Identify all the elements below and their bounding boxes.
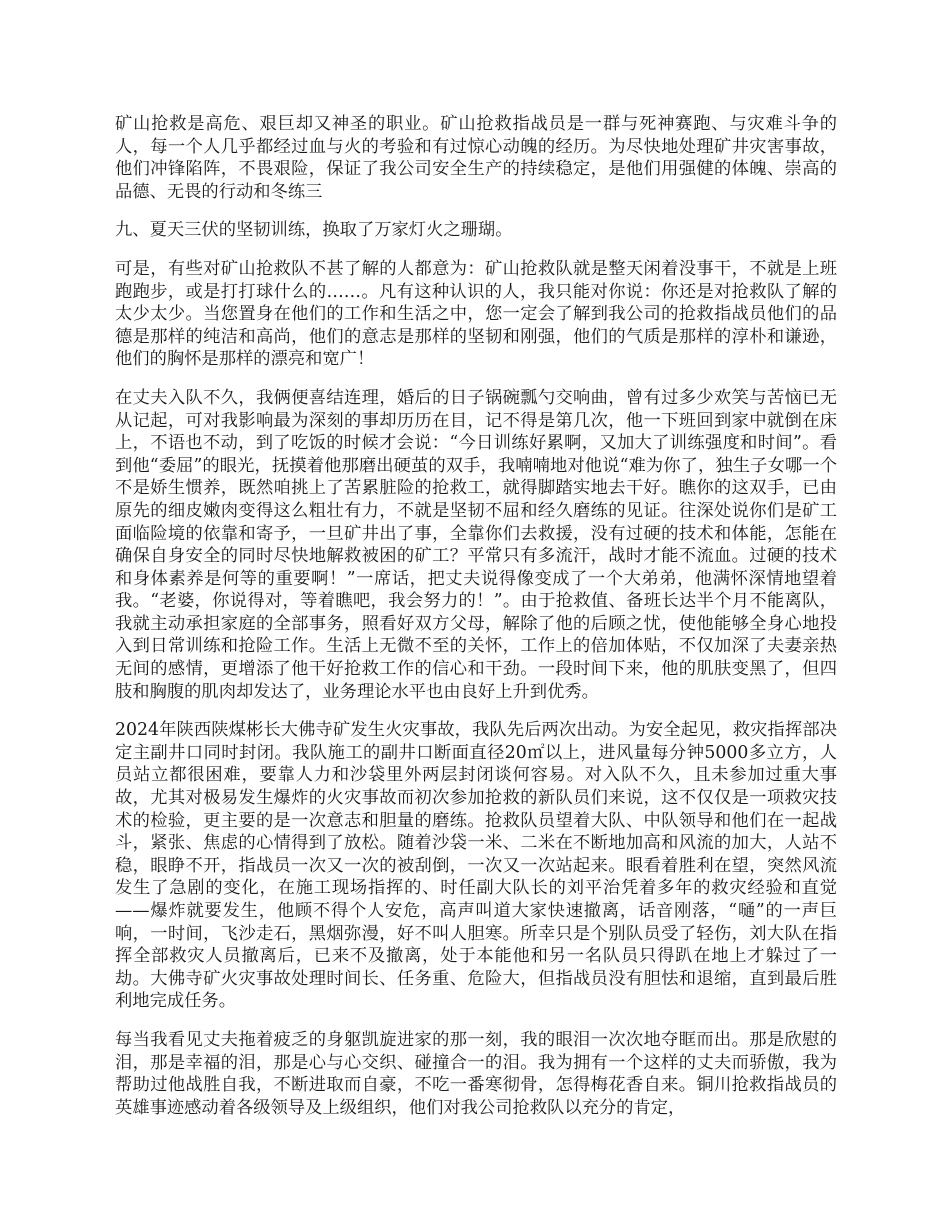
paragraph: 可是，有些对矿山抢救队不甚了解的人都意为：矿山抢救队就是整天闲着没事干，不就是上班跑跑步，或是打打球什么的……。凡有这种认识的人，我只能对你说：你还是对抢救队了解的太少太少。当您置身在他们的工作和生活之中，您一定会了解到我公司的抢救指战员他们的品德是那样的纯洁和高尚，他们的意志是那样的坚韧和刚强，他们的气质是那样的淳朴和谦逊，他们的胸怀是那样的漂亮和宽广！: [115, 258, 837, 370]
document-body: [115, 113, 837, 1135]
paragraph: 每当我看见丈夫拖着疲乏的身躯凯旋进家的那一刻，我的眼泪一次次地夺眶而出。那是欣慰的泪，那是幸福的泪，那是心与心交织、碰撞合一的泪。我为拥有一个这样的丈夫而骄傲，我为帮助过他战胜自我，不断进取而自豪，不吃一番寒彻骨，怎得梅花香自来。铜川抢救指战员的英雄事迹感动着各级领导及上级组织，他们对我公司抢救队以充分的肯定，: [115, 1029, 837, 1118]
paragraph: 矿山抢救是高危、艰巨却又神圣的职业。矿山抢救指战员是一群与死神赛跑、与灾难斗争的人，每一个人几乎都经过血与火的考验和有过惊心动魄的经历。为尽快地处理矿井灾害事故，他们冲锋陷阵，不畏艰险，保证了我公司安全生产的持续稳定，是他们用强健的体魄、崇高的品德、无畏的行动和冬练三: [115, 114, 837, 202]
paragraph: 在丈夫入队不久，我俩便喜结连理，婚后的日子锅碗瓢勺交响曲，曾有过多少欢笑与苦恼已无从记起，可对我影响最为深刻的事却历历在目，记不得是第几次，他一下班回到家中就倒在床上，不语也不动，到了吃饭的时候才会说：“今日训练好累啊，又加大了训练强度和时间”。看到他“委屈”的眼光，抚摸着他那磨出硬茧的双手，我喃喃地对他说“难为你了，独生子女哪一个不是娇生惯养，既然咱挑上了苦累脏险的抢救工，就得脚踏实地去干好。瞧你的这双手，已由原先的细皮嫩肉变得这么粗壮有力，不就是坚韧不屈和经久磨练的见证。往深处说你们是矿工面临险境的依靠和寄予，一旦矿井出了事，全靠你们去救援，没有过硬的技术和体能，怎能在确保自身安全的同时尽快地解救被困的矿工？平常只有多流汗，战时才能不流血。过硬的技术和身体素养是何等的重要啊！”一席话，把丈夫说得像变成了一个大弟弟，他满怀深情地望着我。“老婆，你说得对，等着瞧吧，我会努力的！”。由于抢救值、备班长达半个月不能离队，我就主动承担家庭的全部事务，照看好双方父母，解除了他的后顾之忧，使他能够全身心地投入到日常训练和抢险工作。生活上无微不至的关怀，工作上的倍加体贴，不仅加深了夫妻亲热无间的感情，更增添了他干好抢救工作的信心和干劲。一段时间下来，他的肌肤变黑了，但四肢和胸腹的肌肉却发达了，业务理论水平也由良好上升到优秀。: [115, 387, 837, 702]
paragraph: 九、夏天三伏的坚韧训练，换取了万家灯火之珊瑚。: [115, 220, 513, 241]
paragraph: 2024年陕西陕煤彬长大佛寺矿发生火灾事故，我队先后两次出动。为安全起见，救灾指挥部决定主副井口同时封闭。我队施工的副井口断面直径20㎡以上，进风量每分钟5000多立方，人员站立都很困难，要靠人力和沙袋里外两层封闭谈何容易。对入队不久，且未参加过重大事故，尤其对极易发生爆炸的火灾事故而初次参加抢救的新队员们来说，这不仅仅是一项救灾技术的检验，更主要的是一次意志和胆量的磨练。抢救队员望着大队、中队领导和他们在一起战斗，紧张、焦虑的心情得到了放松。随着沙袋一米、二米在不断地加高和风流的加大，人站不稳，眼睁不开，指战员一次又一次的被刮倒，一次又一次站起来。眼看着胜利在望，突然风流发生了急剧的变化，在施工现场指挥的、时任副大队长的刘平治凭着多年的救灾经验和直觉——爆炸就要发生，他顾不得个人安危，高声叫道大家快速撤离，话音刚落，“嗵”的一声巨响，一时间，飞沙走石，黑烟弥漫，好不叫人胆寒。所幸只是个别队员受了轻伤，刘大队在指挥全部救灾人员撤离后，已来不及撤离，处于本能他和另一名队员只得趴在地上才躲过了一劫。大佛寺矿火灾事故处理时间长、任务重、危险大，但指战员没有胆怯和退缩，直到最后胜利地完成任务。: [115, 720, 837, 1012]
